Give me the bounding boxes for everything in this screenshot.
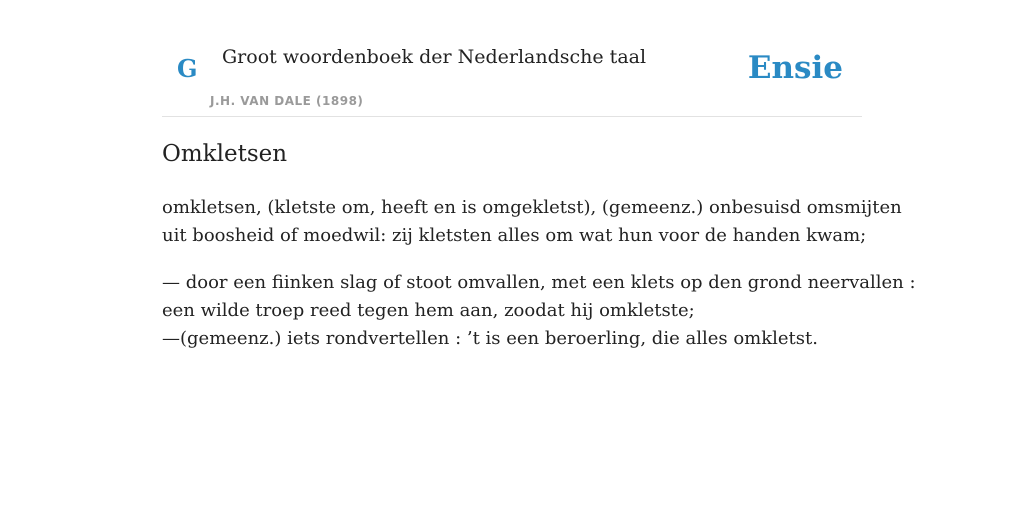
dictionary-header	[162, 0, 862, 117]
entry-content	[162, 138, 916, 372]
dictionary-title[interactable]: Groot woordenboek der Nederlandsche taal	[222, 46, 647, 68]
entry-line: —(gemeenz.) iets rondvertellen : ’t is een beroerling, die alles omkletst.	[162, 328, 818, 349]
entry-line: uit boosheid of moedwil: zij kletsten alles om wat hun voor de handen kwam;	[162, 225, 867, 246]
entry-line: — door een fiinken slag of stoot omvallen, met een klets op den grond neervallen :	[162, 272, 916, 293]
entry-line: omkletsen, (kletste om, heeft en is omgekletst), (gemeenz.) onbesuisd omsmijten	[162, 197, 902, 218]
entry-headword: Omkletsen	[162, 141, 288, 167]
dictionary-author: J.H. VAN DALE (1898)	[210, 94, 364, 108]
entry-line: een wilde troep reed tegen hem aan, zoodat hij omkletste;	[162, 300, 695, 321]
ensie-logo-link[interactable]: Ensie	[747, 50, 843, 86]
entry-paragraph	[162, 194, 902, 250]
entry-paragraph	[162, 269, 916, 353]
dictionary-logo[interactable]: G	[177, 54, 198, 83]
